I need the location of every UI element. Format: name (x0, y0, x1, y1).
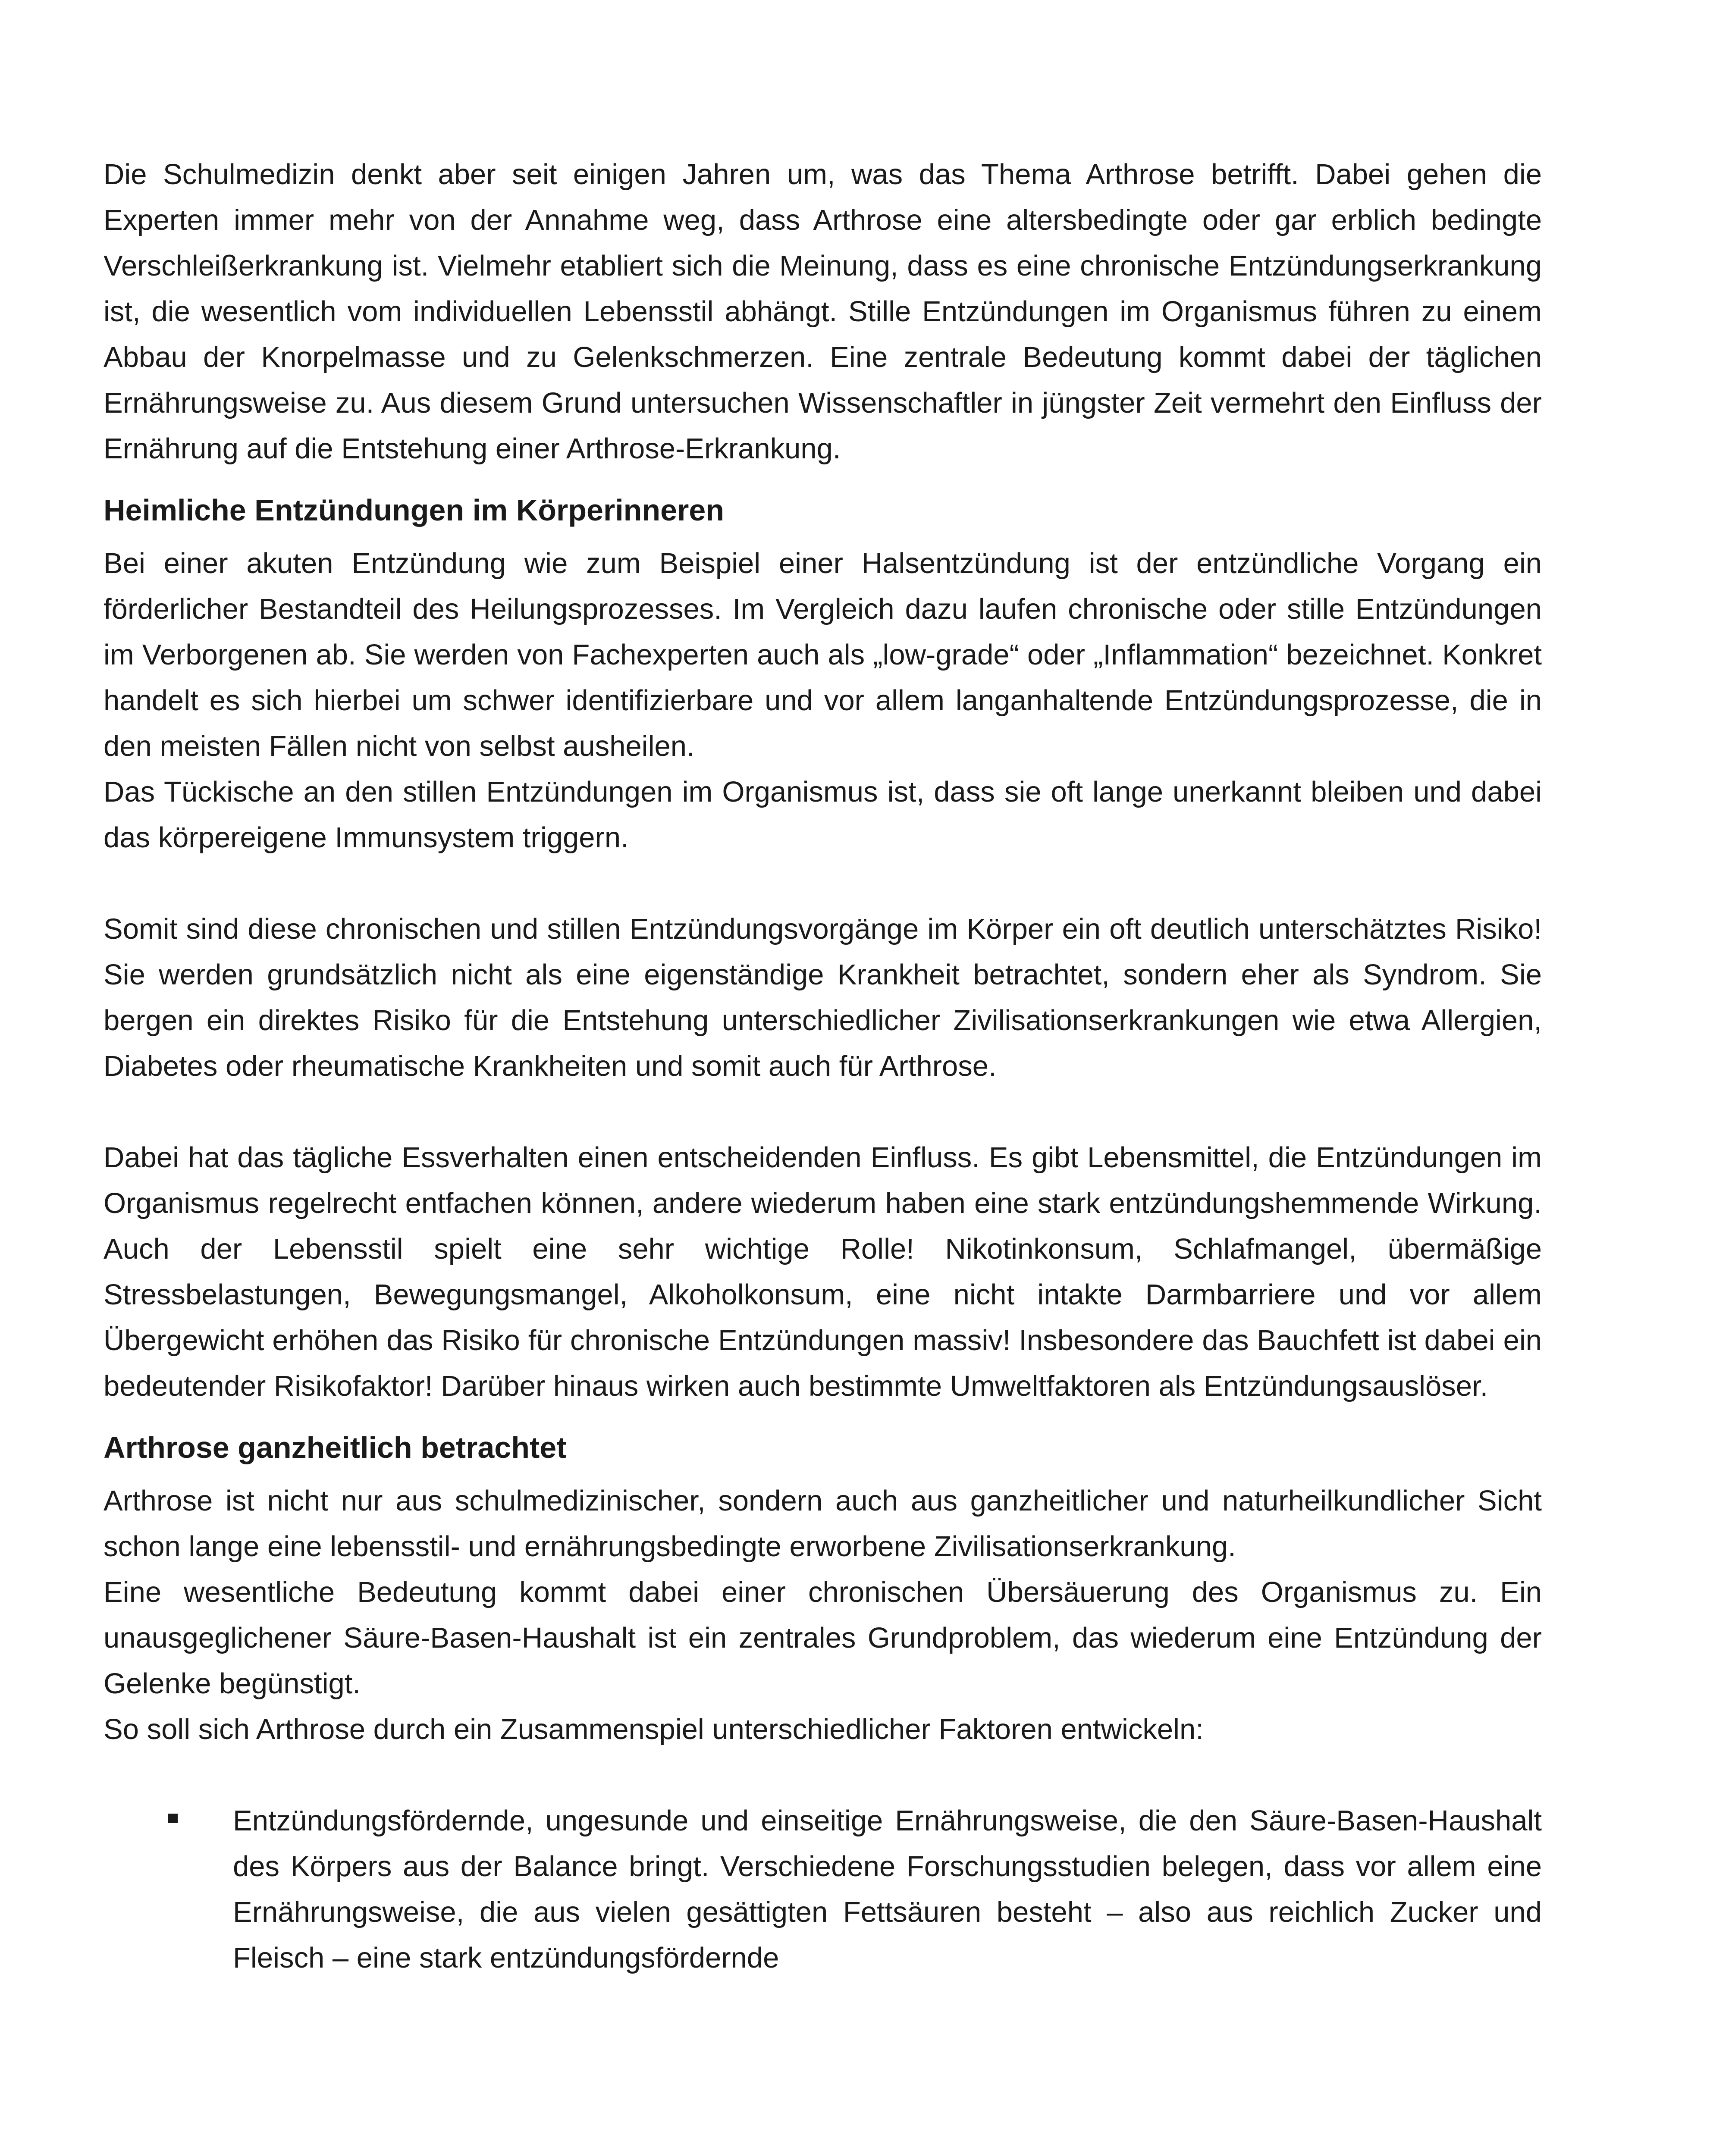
square-bullet-icon (168, 1814, 178, 1823)
list-item-text: Entzündungsfördernde, ungesunde und einseitige Ernährungsweise, die den Säure-Basen-Haushalt des Körpers aus der Balance bringt. Verschiedene Forschungsstudien belegen, dass vor allem eine Ernährungsweise, die aus vielen gesättigten Fettsäuren besteht – also aus reichlich Zucker und Fleisch – eine stark entzündungsfördernde (233, 1805, 1542, 1974)
list-item (104, 1798, 1542, 1981)
paragraph: Bei einer akuten Entzündung wie zum Beispiel einer Halsentzündung ist der entzündliche Vorgang ein förderlicher Bestandteil des Heilungsprozesses. Im Vergleich dazu laufen chronische oder stille Entzündungen im Verborgenen ab. Sie werden von Fachexperten auch als „low-grade“ oder „Inflammation“ bezeichnet. Konkret handelt es sich hierbei um schwer identifizierbare und vor allem langanhaltende Entzündungsprozesse, die in den meisten Fällen nicht von selbst ausheilen. (104, 547, 1542, 762)
paragraph: Eine wesentliche Bedeutung kommt dabei einer chronischen Übersäuerung des Organismus zu. Ein unausgeglichener Säure-Basen-Haushalt ist ein zentrales Grundproblem, das wiederum eine Entzündung der Gelenke begünstigt. (104, 1576, 1542, 1700)
intro-paragraph: Die Schulmedizin denkt aber seit einigen Jahren um, was das Thema Arthrose betrifft. Dabei gehen die Experten immer mehr von der Annahme weg, dass Arthrose eine altersbedingte oder gar erblich bedingte Verschleißerkrankung ist. Vielmehr etabliert sich die Meinung, dass es eine chronische Entzündungserkrankung ist, die wesentlich vom individuellen Lebensstil abhängt. Stille Entzündungen im Organismus führen zu einem Abbau der Knorpelmasse und zu Gelenkschmerzen. Eine zentrale Bedeutung kommt dabei der täglichen Ernährungsweise zu. Aus diesem Grund untersuchen Wissenschaftler in jüngster Zeit vermehrt den Einfluss der Ernährung auf die Entstehung einer Arthrose-Erkrankung. (104, 158, 1542, 465)
paragraph: Arthrose ist nicht nur aus schulmedizinischer, sondern auch aus ganzheitlicher und naturheilkundlicher Sicht schon lange eine lebensstil- und ernährungsbedingte erworbene Zivilisationserkrankung. (104, 1485, 1542, 1563)
paragraph: Somit sind diese chronischen und stillen Entzündungsvorgänge im Körper ein oft deutlich unterschätztes Risiko! Sie werden grundsätzlich nicht als eine eigenständige Krankheit betrachtet, sondern eher als Syndrom. Sie bergen ein direktes Risiko für die Entstehung unterschiedlicher Zivilisationserkrankungen wie etwa Allergien, Diabetes oder rheumatische Krankheiten und somit auch für Arthrose. (104, 913, 1542, 1082)
section-heading-hidden-inflammation: Heimliche Entzündungen im Körperinneren (104, 493, 725, 527)
paragraph: Das Tückische an den stillen Entzündungen im Organismus ist, dass sie oft lange unerkannt bleiben und dabei das körpereigene Immunsystem triggern. (104, 776, 1542, 854)
section-heading-holistic-arthrosis: Arthrose ganzheitlich betrachtet (104, 1431, 567, 1464)
paragraph: So soll sich Arthrose durch ein Zusammenspiel unterschiedlicher Faktoren entwickeln: (104, 1713, 1204, 1745)
bullet-list (104, 1798, 1542, 1981)
page-content (104, 152, 1542, 1981)
paragraph: Dabei hat das tägliche Essverhalten einen entscheidenden Einfluss. Es gibt Lebensmittel, die Entzündungen im Organismus regelrecht entfachen können, andere wiederum haben eine stark entzündungshemmende Wirkung. Auch der Lebensstil spielt eine sehr wichtige Rolle! Nikotinkonsum, Schlafmangel, übermäßige Stressbelastungen, Bewegungsmangel, Alkoholkonsum, eine nicht intakte Darmbarriere und vor allem Übergewicht erhöhen das Risiko für chronische Entzündungen massiv! Insbesondere das Bauchfett ist dabei ein bedeutender Risikofaktor! Darüber hinaus wirken auch bestimmte Umweltfaktoren als Entzündungsauslöser. (104, 1141, 1542, 1402)
